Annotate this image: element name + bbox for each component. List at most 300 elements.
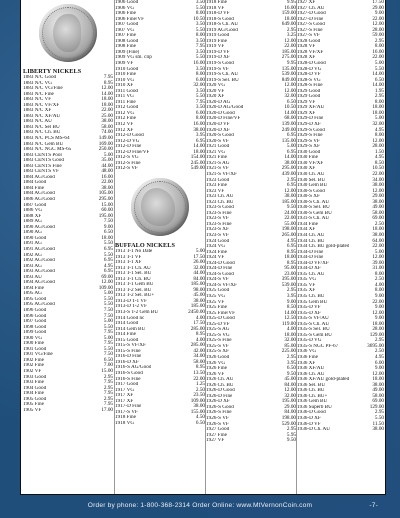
item-price: 139.00 <box>281 121 296 128</box>
item-price: 18.00 <box>372 104 384 111</box>
item-description: 1904 Fine <box>23 391 44 397</box>
item-description: 1883 CENTS Fine <box>23 163 62 169</box>
item-description: 1934-D XF <box>297 266 321 272</box>
item-description: 1893 AG/Good <box>23 269 55 275</box>
item-description: 1912 Fine <box>115 116 136 122</box>
item-description: 1936-D XF <box>297 416 321 422</box>
item-price: 14.00 <box>101 90 113 97</box>
item-description: 1912 Good <box>115 105 139 111</box>
item-price: 109.00 <box>98 284 113 291</box>
item-price: 9.00 <box>374 304 384 311</box>
item-price: 84.00 <box>284 381 296 388</box>
item-description: 1913-S T-2 Gem BU <box>115 309 159 315</box>
item-description: 1918 Fine <box>206 0 227 5</box>
item-description: 1915-S Fine <box>115 348 141 354</box>
item-description: 1917 XF <box>115 393 134 399</box>
item-description: 1924-S VF <box>206 277 229 283</box>
item-description: 1936 Superb BU <box>297 404 332 410</box>
item-price: 3.95 <box>286 359 296 366</box>
item-price: 649.00 <box>281 21 296 28</box>
item-price: 9.00 <box>374 315 384 322</box>
item-description: 1908 Fine <box>115 44 136 50</box>
item-description: 1935 Gem BU <box>297 299 328 305</box>
item-price: 5.50 <box>195 4 205 11</box>
item-price: 529.00 <box>281 420 296 427</box>
item-price: 7.50 <box>103 218 113 225</box>
item-price: 265.00 <box>281 231 296 238</box>
footer-order-info[interactable]: Order by phone: 1-800-368-2314 Order Online: www.MtVernonCoin.com <box>87 502 313 509</box>
item-description: 1927 Ch. AU <box>297 5 325 11</box>
item-description: 1883 N/C Fine <box>23 91 54 97</box>
item-price: 8.50 <box>374 159 384 166</box>
item-price: 6.95 <box>195 137 205 144</box>
item-description: 1923-S VF <box>206 232 229 238</box>
item-description: 1930 Sel. BU <box>297 177 326 183</box>
section-heading-liberty-nickels: LIBERTY NICKELS <box>23 68 82 75</box>
item-description: 1912-S VF <box>115 166 138 172</box>
item-description: 1925-S Fine <box>206 338 232 344</box>
item-price: 5.50 <box>374 65 384 72</box>
item-description: 1883 N/C Gem BU <box>23 141 64 147</box>
item-description: 1929 XF <box>297 110 316 116</box>
item-description: 1930 Good <box>297 149 321 155</box>
item-description: 1934-D VF/XF <box>297 260 329 266</box>
item-price: 18.00 <box>101 96 113 103</box>
item-description: 1912-S VG <box>115 155 139 161</box>
item-description: 1916-S AG/Good <box>115 365 152 371</box>
item-price: 249.00 <box>281 126 296 133</box>
item-description: 1935-S Ch. AU <box>297 321 330 327</box>
item-price: 250.00 <box>98 146 113 153</box>
item-description: 1916-D Fine <box>115 354 142 360</box>
item-description: 1905 Fine <box>23 402 44 408</box>
item-description: 1914 Good <box>115 321 139 327</box>
item-price: 2.50 <box>374 276 384 283</box>
item-price: 2.95 <box>374 409 384 416</box>
item-description: 1927-D Fine <box>297 16 324 22</box>
item-price: 85.00 <box>284 342 296 349</box>
item-price: 5.00 <box>286 143 296 150</box>
item-price: 6.95 <box>286 243 296 250</box>
item-description: 1930 Ch. AU <box>297 171 325 177</box>
item-description: 1908 Good <box>115 38 139 44</box>
item-price: 34.00 <box>372 176 384 183</box>
item-price: 275.00 <box>281 54 296 61</box>
item-description: 1928-D Good <box>297 61 326 67</box>
item-price: 18.00 <box>101 234 113 241</box>
item-description: 1921-S VF/XF <box>206 171 237 177</box>
item-description: 1910 XF <box>115 83 134 89</box>
item-price: 9.00 <box>374 292 384 299</box>
item-description: 1930-S Good <box>297 188 325 194</box>
item-description: 1883 N/C VG/Fine <box>23 86 63 92</box>
item-price: 2.50 <box>374 220 384 227</box>
item-description: 1914 Fine <box>115 332 136 338</box>
item-description: 1924 VF <box>206 255 225 261</box>
item-price: 8.00 <box>374 98 384 105</box>
item-description: 1907 Fine <box>115 33 136 39</box>
item-description: 1893 AG <box>23 263 42 269</box>
item-description: 1923-S XF <box>206 227 229 233</box>
item-description: 1918 VG <box>115 420 135 426</box>
item-description: 1931-S Ch. AU <box>297 216 330 222</box>
item-description: 1919 VF <box>206 44 225 50</box>
item-description: 1924 VG <box>206 244 226 250</box>
item-description: 1913 T-1 VF <box>115 254 142 260</box>
item-description: 1913 T-1 Ch. BU <box>115 276 151 282</box>
item-description: 1928-S Fine <box>297 83 323 89</box>
item-price: 45.00 <box>284 376 296 383</box>
item-price: 6.50 <box>286 365 296 372</box>
item-price: 8.95 <box>195 331 205 338</box>
item-price: 16.00 <box>372 48 384 55</box>
item-price: 9.50 <box>286 437 296 444</box>
item-price: 32.00 <box>284 337 296 344</box>
item-price: 7.50 <box>103 306 113 313</box>
item-price: 12.00 <box>101 279 113 286</box>
item-price: 22.00 <box>372 54 384 61</box>
item-price: 10.50 <box>284 104 296 111</box>
item-description: 1936 Fine <box>297 355 318 360</box>
item-price: 38.00 <box>372 198 384 205</box>
item-price: 32.00 <box>284 392 296 399</box>
item-description: 1925-D VF <box>206 321 230 327</box>
item-description: 1935-S NGC PF-67 <box>297 343 339 349</box>
item-price: 5.50 <box>103 240 113 247</box>
item-description: 1918-D VF <box>206 11 230 17</box>
item-description: 1920-D AG <box>206 99 231 105</box>
item-price: 4.95 <box>286 237 296 244</box>
item-price: 8.95 <box>195 364 205 371</box>
item-price: 10.50 <box>193 15 205 22</box>
item-price: 38.00 <box>372 231 384 238</box>
item-description: 1909 (Fine) <box>115 49 140 55</box>
item-description: 1900 Fine <box>23 341 44 347</box>
item-price: 185.00 <box>190 281 205 288</box>
item-price: 8.00 <box>374 43 384 50</box>
item-description: 1929-S XF <box>297 144 320 150</box>
item-description: 1935 XF <box>297 288 316 294</box>
item-price: 34.00 <box>193 353 205 360</box>
item-price: 198.00 <box>281 226 296 233</box>
item-description: 1902 VF <box>23 368 42 374</box>
item-description: 1934 Fine <box>297 221 318 227</box>
item-description: 1884 Fine <box>23 185 44 191</box>
item-description: 1929-D XF <box>297 122 321 128</box>
item-price: 4.95 <box>374 154 384 161</box>
item-description: 1924-S Good <box>206 271 234 277</box>
item-description: 1927 Fine <box>206 432 227 438</box>
item-description: 1913 T-2 Sel. BU <box>115 287 152 293</box>
item-description: 1936 VG <box>297 349 317 355</box>
item-description: 1920 XF <box>206 94 225 100</box>
list-item <box>206 438 296 444</box>
item-description: 1900 VG <box>23 335 43 341</box>
item-description: 1902 Fine <box>23 363 44 369</box>
list-item <box>115 166 205 172</box>
item-description: 1926-D XF <box>206 399 230 405</box>
column-1 <box>23 0 113 494</box>
item-description: 1923 Fine <box>206 183 227 189</box>
item-description: 1919-D VF <box>206 49 230 55</box>
item-description: 1884 AG/Good <box>23 174 55 180</box>
item-price: 17.50 <box>193 320 205 327</box>
item-description: 1936 Ch. AU <box>297 371 325 377</box>
item-price: 6.50 <box>195 419 205 426</box>
item-price: 6.00 <box>195 109 205 116</box>
item-price: 55.00 <box>284 220 296 227</box>
item-price: 18.00 <box>372 376 384 383</box>
item-price: 6.95 <box>286 132 296 139</box>
item-price: 23.00 <box>284 270 296 277</box>
item-price: 8.95 <box>103 79 113 86</box>
item-price: 12.00 <box>101 85 113 92</box>
item-price: 8.00 <box>195 10 205 17</box>
item-price: 23.50 <box>193 392 205 399</box>
item-price: 1.95 <box>374 87 384 94</box>
item-price: 8.95 <box>286 248 296 255</box>
item-price: 7.95 <box>103 390 113 397</box>
item-price: 5.00 <box>195 247 205 254</box>
item-description: 1923 Ch. BU <box>206 199 234 205</box>
item-description: 1883 N/C VF <box>23 97 52 103</box>
item-price: 28.00 <box>372 143 384 150</box>
item-description: 1892 AG <box>23 252 42 258</box>
item-price: 38.00 <box>372 426 384 433</box>
item-price: 3.50 <box>195 48 205 55</box>
item-description: 1934 Ch. AU <box>297 232 325 238</box>
item-price: 7.95 <box>103 379 113 386</box>
item-description: 1883 N/C PCS MS-64 <box>23 136 70 142</box>
item-price: 154.00 <box>190 154 205 161</box>
item-price: 49.00 <box>372 204 384 211</box>
item-description: 1925 Fine/VF <box>206 310 235 316</box>
item-price: 129.00 <box>369 331 384 338</box>
item-price: 58.00 <box>193 358 205 365</box>
item-price: 16.00 <box>193 60 205 67</box>
item-description: 1886 VG <box>23 208 43 214</box>
item-price: 2.95 <box>286 287 296 294</box>
item-price: 26.00 <box>193 259 205 266</box>
item-price: 15.00 <box>101 367 113 374</box>
item-description: 1912 VG <box>115 110 135 116</box>
item-price: 84.00 <box>284 409 296 416</box>
item-price: 22.00 <box>101 107 113 114</box>
item-description: 1904 Good <box>23 385 47 391</box>
item-price: 5.50 <box>103 323 113 330</box>
item-price: 285.00 <box>190 325 205 332</box>
item-description: 1920 VG <box>206 83 226 89</box>
item-description: 1909 VF <box>115 61 134 67</box>
item-description: 1917 Good <box>115 382 139 388</box>
item-price: 12.00 <box>284 187 296 194</box>
item-price: 29.00 <box>372 193 384 200</box>
item-description: 1883 CENTS VF <box>23 169 59 175</box>
item-description: 1910 Good <box>115 66 139 72</box>
item-description: 1920-D VF <box>206 122 230 128</box>
item-description: 1925 Good <box>206 288 230 294</box>
item-description: 1936-D VF <box>297 421 321 427</box>
item-price: 10.50 <box>372 165 384 172</box>
item-description: 1902 Fine <box>23 357 44 363</box>
item-description: 1929-D Fine <box>297 116 324 122</box>
item-price: 32.00 <box>284 93 296 100</box>
item-price: 12.00 <box>284 87 296 94</box>
item-price: 38.00 <box>101 118 113 125</box>
item-price: 35.00 <box>101 157 113 164</box>
item-price: 9.00 <box>374 10 384 17</box>
item-price: 14.00 <box>372 71 384 78</box>
item-price: 3695.00 <box>367 342 384 349</box>
item-description: 1934-D Fine <box>297 255 324 261</box>
item-description: 1926-S Fine <box>206 410 232 416</box>
item-description: 1924 Fine <box>206 249 227 255</box>
item-description: 1935-S Sel. BU <box>297 327 330 333</box>
item-price: 5.00 <box>374 60 384 67</box>
item-description: 1883 N/C Sel BU <box>23 124 60 130</box>
item-description: 1912-S Fine <box>115 160 141 166</box>
item-price: 3.95 <box>286 292 296 299</box>
item-price: 6.50 <box>286 98 296 105</box>
item-description: 1886 AG/Good <box>23 197 55 203</box>
item-price: 31.00 <box>372 265 384 272</box>
item-description: 1928 XF <box>297 55 316 61</box>
item-description: 1901 VG/Fine <box>23 352 53 358</box>
item-description: 1919 AG/Good <box>206 27 238 33</box>
item-description: 1920-S Good <box>206 133 234 139</box>
item-description: 1896 Good <box>23 313 47 319</box>
item-price: 32.00 <box>193 264 205 271</box>
item-description: 1920-D XF <box>206 127 230 133</box>
item-description: 1926 VG <box>206 360 226 366</box>
item-description: 1916-S Good <box>115 370 143 376</box>
item-price: 9.95 <box>286 60 296 67</box>
item-description: 1920 VF <box>206 88 225 94</box>
item-price: 44.00 <box>193 270 205 277</box>
item-price: 5.00 <box>374 115 384 122</box>
item-description: 1921-S VF <box>206 166 229 172</box>
item-price: 2.50 <box>195 386 205 393</box>
item-description: 1927 Good <box>206 427 230 433</box>
item-description: 1917 VG <box>115 387 135 393</box>
item-description: 1926-S VF <box>206 416 229 422</box>
item-price: 395.00 <box>281 276 296 283</box>
item-price: 2.95 <box>374 337 384 344</box>
item-price: 64.00 <box>372 237 384 244</box>
item-description: 1906 Fine/VF <box>115 16 144 22</box>
item-price: 14.00 <box>372 82 384 89</box>
item-price: 2.95 <box>103 395 113 402</box>
item-description: 1928-D VG <box>297 66 322 72</box>
item-description: 1925 Fine <box>206 305 227 311</box>
item-price: 6.50 <box>103 229 113 236</box>
item-price: 11.50 <box>372 420 384 427</box>
item-price: 539.00 <box>281 281 296 288</box>
item-price: 245.00 <box>190 159 205 166</box>
item-description: 1930-S XF <box>297 194 320 200</box>
item-description: 1936 XF/AU <box>297 366 325 372</box>
item-price: 59.00 <box>372 32 384 39</box>
item-price: 6.95 <box>103 268 113 275</box>
item-price: 29.00 <box>372 4 384 11</box>
item-price: 32.00 <box>372 121 384 128</box>
item-price: 49.00 <box>372 387 384 394</box>
item-price: 7.95 <box>103 401 113 408</box>
list-item <box>115 421 205 427</box>
item-price: 2.95 <box>374 93 384 100</box>
item-price: 5.00 <box>103 290 113 297</box>
item-price: 2.50 <box>374 348 384 355</box>
item-price: 6.50 <box>103 356 113 363</box>
item-description: 1936-D Ch. AU <box>297 427 330 433</box>
item-description: 1905 Good <box>23 396 47 402</box>
item-description: 1918 Fine <box>115 415 136 421</box>
item-price: 22.00 <box>193 375 205 382</box>
item-price: 8.00 <box>195 115 205 122</box>
item-description: 1923-S Fine <box>206 221 232 227</box>
item-price: 7.95 <box>103 340 113 347</box>
item-price: 2450.00 <box>188 308 205 315</box>
item-price: 5.50 <box>103 345 113 352</box>
item-description: 1935 Ch. BU <box>297 293 325 299</box>
item-price: 3.50 <box>195 104 205 111</box>
item-description: 1927 VF <box>206 438 225 444</box>
item-description: 1919 Good <box>206 33 230 39</box>
item-price: 195.00 <box>98 212 113 219</box>
item-description: 1935-D VG <box>297 338 322 344</box>
item-description: 1914 Good nc <box>115 315 145 321</box>
item-price: 169.00 <box>98 140 113 147</box>
item-description: 1912-D Fine <box>115 144 142 150</box>
item-price: 16.00 <box>193 121 205 128</box>
item-description: 1910 VG <box>115 77 135 83</box>
item-description: 1924-D Good <box>206 260 235 266</box>
item-price: 25.00 <box>101 112 113 119</box>
item-description: 1884 Good <box>23 180 47 186</box>
item-description: 1918 VF <box>206 5 225 11</box>
item-description: 1926-S Good <box>206 404 234 410</box>
column-2 <box>114 0 205 494</box>
item-description: 1892 AG/Good <box>23 258 55 264</box>
item-description: 1935-S VF/AU <box>297 316 329 322</box>
item-description: 1934 Ch. BU gold-plated <box>297 244 350 250</box>
item-price: 185.00 <box>190 303 205 310</box>
item-price: 4.95 <box>103 262 113 269</box>
item-price: 39.00 <box>372 259 384 266</box>
item-price: 2.95 <box>103 384 113 391</box>
item-price: 185.00 <box>281 48 296 55</box>
item-description: 1912-D Good <box>115 133 144 139</box>
item-price: 8.50 <box>286 304 296 311</box>
item-price: 17.50 <box>193 253 205 260</box>
item-description: 1929 XF/AU <box>297 105 325 111</box>
item-description: 1926-S VF <box>206 421 229 427</box>
item-price: 7.50 <box>103 312 113 319</box>
item-price: 6.00 <box>374 359 384 366</box>
item-price: 44.00 <box>101 162 113 169</box>
item-price: 5.00 <box>103 334 113 341</box>
item-price: 9.00 <box>103 223 113 230</box>
item-price: 38.00 <box>284 193 296 200</box>
item-price: 22.00 <box>101 179 113 186</box>
item-description: 1913 T-1 Ch. AU <box>115 265 151 271</box>
item-description: 1913 T-1 Sel. BU <box>115 271 152 277</box>
item-description: 1907 Good <box>115 22 139 28</box>
item-price: 439.00 <box>281 170 296 177</box>
list-item <box>23 408 113 414</box>
item-description: 1920-D AG/Good <box>206 105 244 111</box>
item-description: 1935-D XF <box>297 310 321 316</box>
